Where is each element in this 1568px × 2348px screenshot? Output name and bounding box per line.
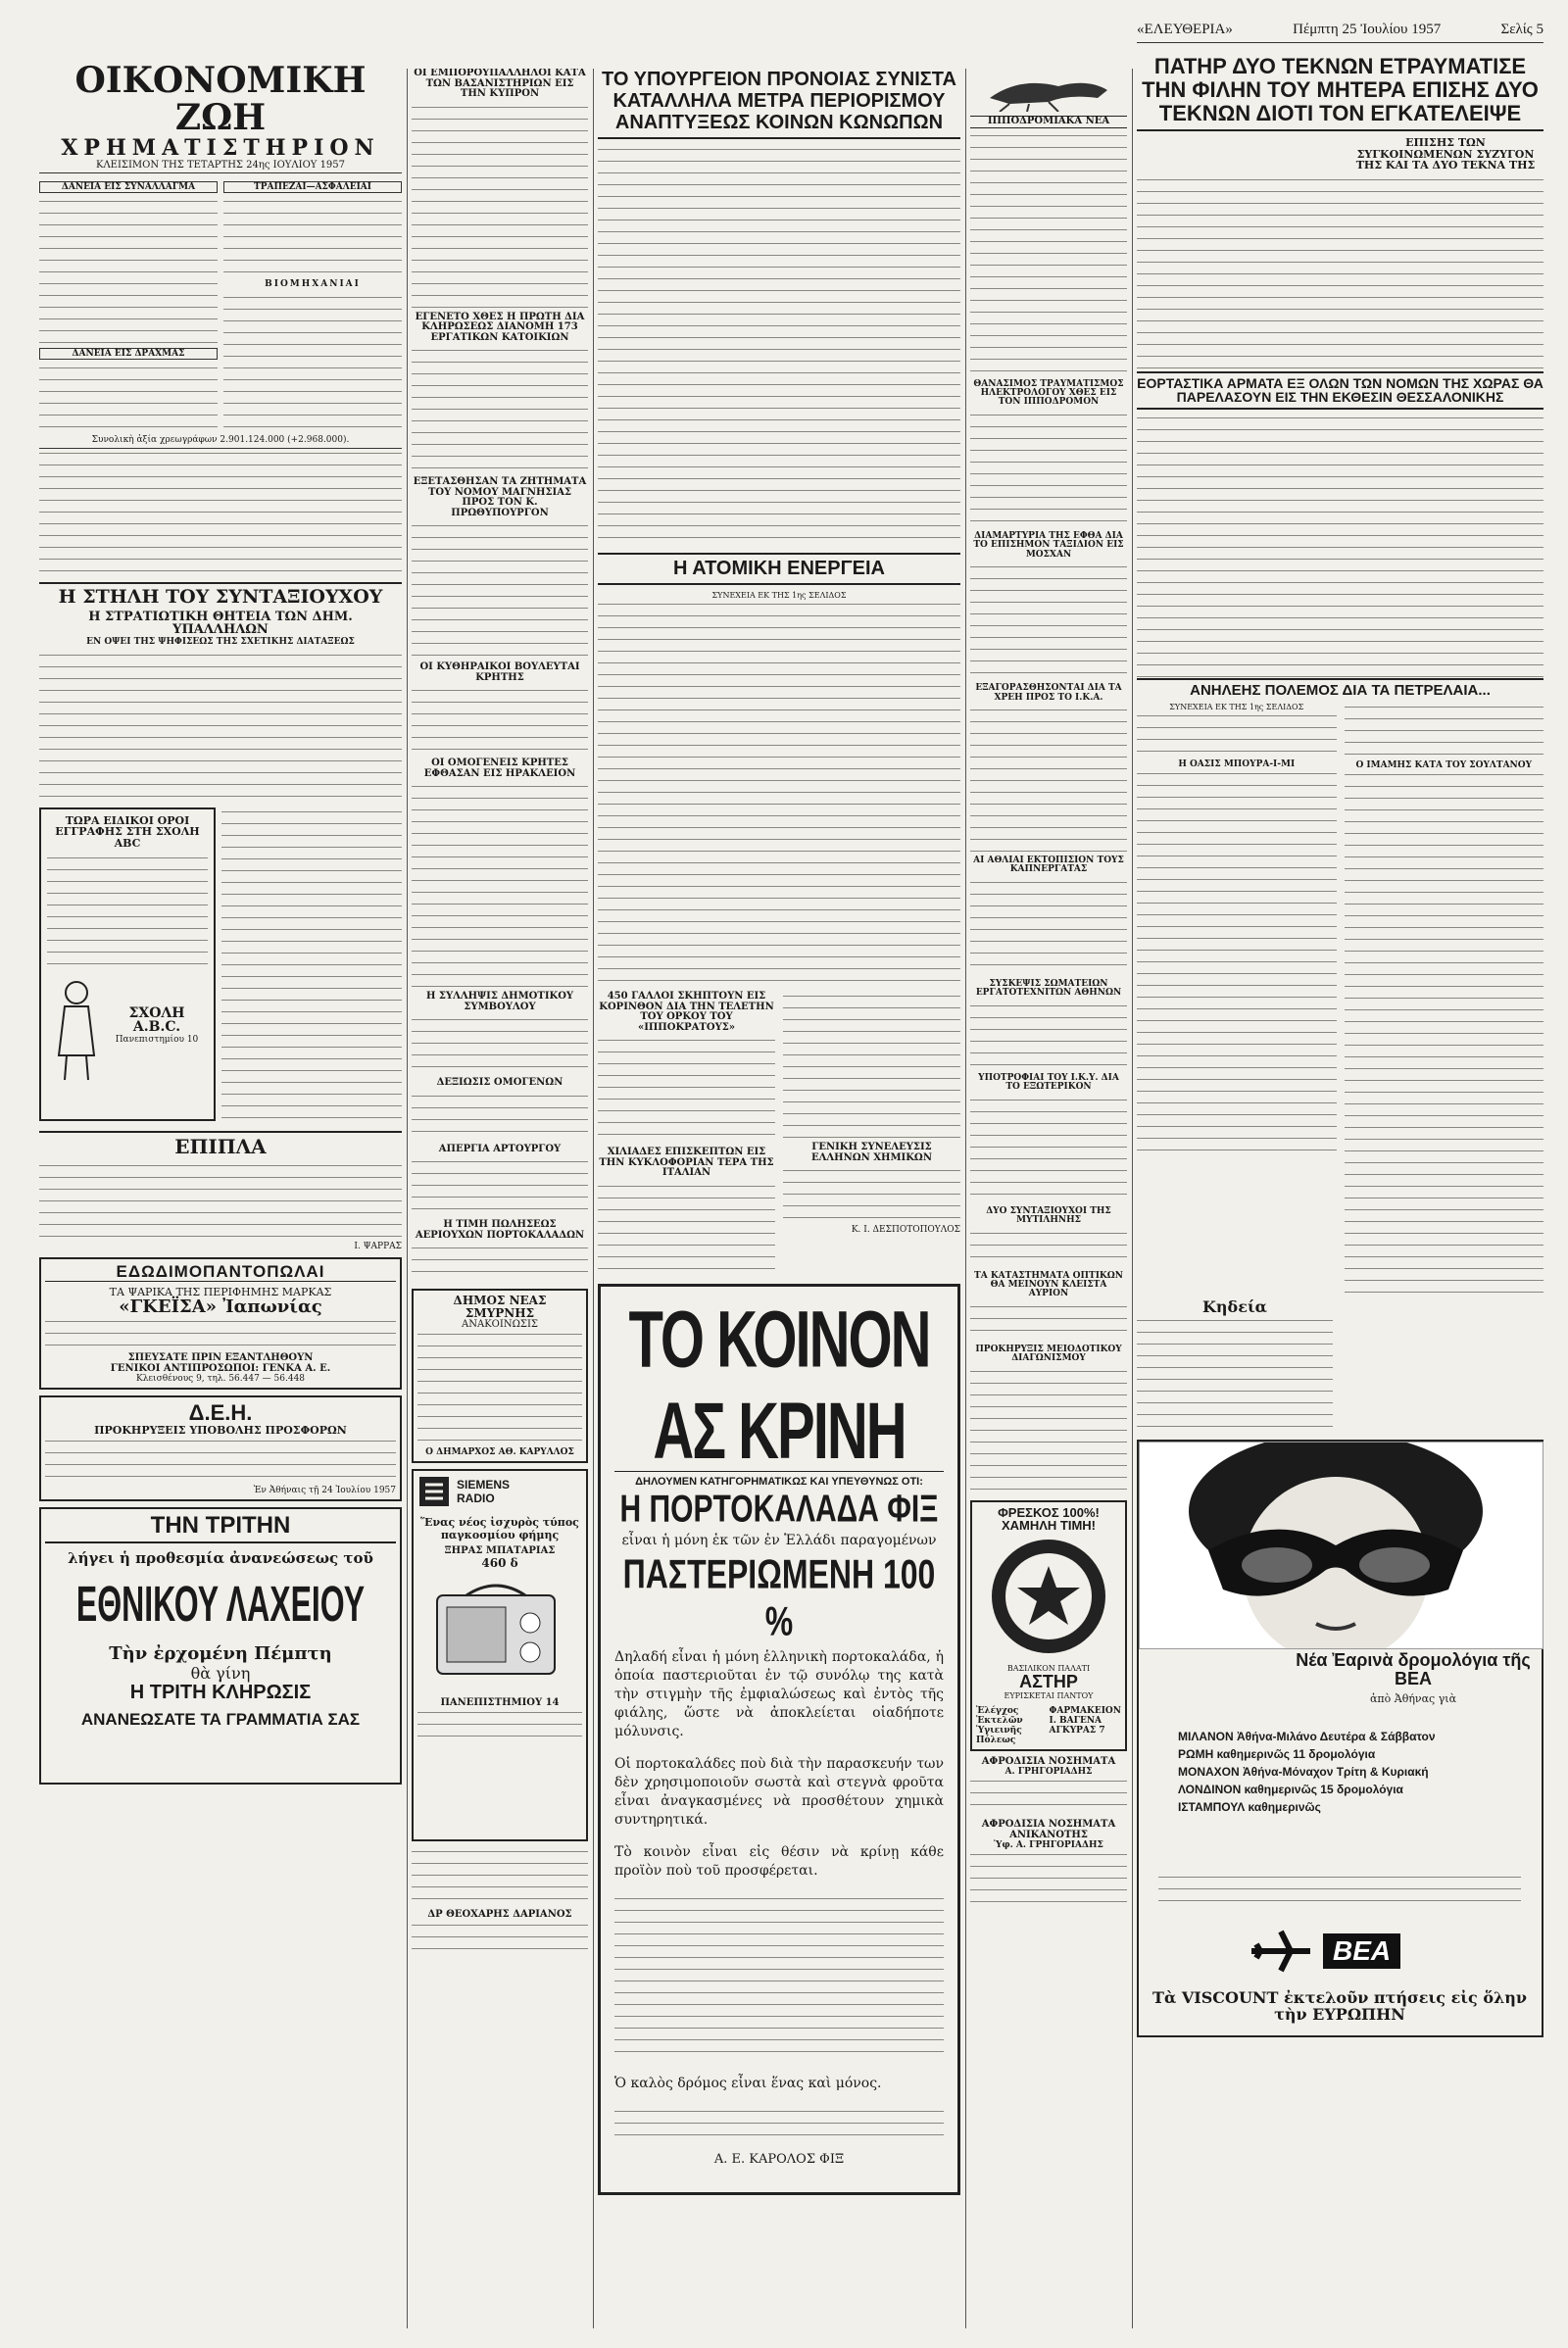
total-value: Συνολικὴ ἀξία χρεωγράφων 2.901.124.000 (+2.968.000). <box>91 434 350 445</box>
funeral-text <box>1137 1316 1333 1434</box>
article-body <box>970 563 1127 680</box>
school-name: ΣΧΟΛΗ A.B.C. <box>128 1004 185 1036</box>
banks-head: ΤΡΑΠΕΖΑΙ—ΑΣΦΑΛΕΙΑΙ <box>223 181 402 193</box>
bea-title: Νέα Ἐαρινὰ δρομολόγια τῆς BEA <box>1296 1650 1531 1688</box>
pension-headline: Η ΣΤΡΑΤΙΩΤΙΚΗ ΘΗΤΕΙΑ ΤΩΝ ΔΗΜ. ΥΠΑΛΛΗΛΩΝ <box>88 609 353 638</box>
paper-name: «ΕΛΕΥΘΕΡΙΑ» <box>1137 22 1233 37</box>
siemens-model: ΞΗΡΑΣ ΜΠΑΤΑΡΙΑΣ <box>444 1545 556 1557</box>
fx-loans-table <box>39 197 218 344</box>
article-body <box>598 1036 775 1144</box>
school-address: Πανεπιστημίου 10 <box>115 1034 199 1045</box>
article-body <box>598 1182 775 1270</box>
oil-war-sub1: Η ΟΑΣΙΣ ΜΠΟΥΡΑ-Ι-ΜΙ <box>1178 758 1296 769</box>
article-body <box>970 1229 1127 1268</box>
smyrna-subhead: ΑΝΑΚΟΙΝΩΣΙΣ <box>462 1319 538 1331</box>
aster-brand: ΑΣΤΗΡ <box>1019 1671 1078 1691</box>
headline: ΓΕΝΙΚΗ ΣΥΝΕΛΕΥΣΙΣ ΕΛΛΗΝΩΝ ΧΗΜΙΚΩΝ <box>811 1142 932 1163</box>
lottery-day: ΤΗΝ ΤΡΙΤΗΝ <box>45 1513 396 1543</box>
siemens-small-text <box>417 1708 582 1747</box>
headline: Η ΤΙΜΗ ΠΩΛΗΣΕΩΣ ΑΕΡΙΟΥΧΩΝ ΠΟΡΤΟΚΑΛΑΔΩΝ <box>415 1219 585 1241</box>
bea-small-text <box>1158 1873 1521 1912</box>
headline: ΤΑ ΚΑΤΑΣΤΗΜΑΤΑ ΟΠΤΙΚΩΝ ΘΑ ΜΕΙΝΟΥΝ ΚΛΕΙΣΤΑ ΑΥΡΙΟΝ <box>974 1270 1123 1299</box>
bea-route: ΙΣΤΑΜΠΟΥΛ καθημερινῶς <box>1178 1800 1321 1814</box>
main-headline-5: ΠΑΤΗΡ ΔΥΟ ΤΕΚΝΩΝ ΕΤΡΑΥΜΑΤΙΣΕ ΤΗΝ ΦΙΛΗΝ ΤΟΥ ΜΗΤΕΡΑ ΕΠΙΣΗΣ ΔΥΟ ΤΕΚΝΩΝ ΔΙΟΤΙ ΤΟΝ ΕΓΚΑΤΕΛΕΙΨΕ <box>1137 51 1544 131</box>
oil-war-headline: ΑΝΗΛΕΗΣ ΠΟΛΕΜΟΣ ΔΙΑ ΤΑ ΠΕΤΡΕΛΑΙΑ... <box>1137 678 1544 699</box>
atomic-banner <box>598 553 960 585</box>
main-headline: ΤΟ ΥΠΟΥΡΓΕΙΟΝ ΠΡΟΝΟΙΑΣ ΣΥΝΙΣΤΑ ΚΑΤΑΛΛΗΛΑ ΜΕΤΡΑ ΠΕΡΙΟΡΙΣΜΟΥ ΑΝΑΠΤΥΞΕΩΣ ΚΟΙΝΩΝ ΚΩΝΩΠΩΝ <box>598 69 960 139</box>
oil-war-sub2: Ο ΙΜΑΜΗΣ ΚΑΤΑ ΤΟΥ ΣΟΥΛΤΑΝΟΥ <box>1355 759 1533 770</box>
oil-war-continued: ΣΥΝΕΧΕΙΑ ΕΚ ΤΗΣ 1ης ΣΕΛΙΔΟΣ <box>1169 702 1304 711</box>
article-body <box>970 411 1127 528</box>
article-body <box>412 521 588 659</box>
aphr2-text <box>970 1850 1127 1909</box>
aster-brand-bottom: ΕΥΡΙΣΚΕΤΑΙ ΠΑΝΤΟΥ <box>1004 1690 1094 1700</box>
grocery-line1: ΤΑ ΨΑΡΙΚΑ ΤΗΣ ΠΕΡΙΦΗΜΗΣ ΜΑΡΚΑΣ <box>109 1285 332 1298</box>
lottery-line3: θὰ γίνη <box>190 1663 251 1683</box>
fix-ad-para3: Τὸ κοινὸν εἶναι εἰς θέσιν νὰ κρίνῃ κάθε προϊὸν ποὺ τοῦ προσφέρεται. <box>614 1843 944 1879</box>
school-side-text <box>221 807 402 1121</box>
aphr1-doctor: Α. ΓΡΗΓΟΡΙΑΔΗΣ <box>1004 1767 1093 1778</box>
aster-brand-top: ΒΑΣΙΛΙΚΟΝ ΠΑΛΑΤΙ <box>1006 1663 1091 1673</box>
aster-fresh: ΦΡΕΣΚΟΣ 100%! ΧΑΜΗΛΗ ΤΙΜΗ! <box>998 1504 1100 1534</box>
subheadline-5: ΕΠΙΣΗΣ ΤΩΝ ΣΥΓΚΟΙΝΩΜΕΝΩΝ ΣΥΖΥΓΟΝ ΤΗΣ ΚΑΙ ΤΑ ΔΥΟ ΤΕΚΝΑ ΤΗΣ <box>1355 136 1536 172</box>
grocery-line2: ΣΠΕΥΣΑΤΕ ΠΡΙΝ ΕΞΑΝΤΛΗΘΟΥΝ <box>127 1351 314 1363</box>
headline: ΠΡΟΚΗΡΥΞΙΣ ΜΕΙΟΔΟΤΙΚΟΥ ΔΙΑΓΩΝΙΣΜΟΥ <box>975 1344 1122 1364</box>
deh-date: Ἐν Ἀθήναις τῇ 24 Ἰουλίου 1957 <box>253 1485 396 1495</box>
smyrna-notice <box>412 1289 588 1463</box>
radio-illustration <box>417 1576 574 1693</box>
siemens-address: ΠΑΝΕΠΙΣΤΗΜΙΟΥ 14 <box>440 1697 560 1709</box>
headline: ΔΕΞΙΩΣΙΣ ΟΜΟΓΕΝΩΝ <box>436 1077 564 1088</box>
furniture-signature: Ι. ΨΑΡΡΑΣ <box>354 1241 402 1251</box>
article-body <box>1137 769 1337 1161</box>
fix-orangeade-ad <box>598 1284 960 2195</box>
drachma-loans-head: ΔΑΝΕΙΑ ΕΙΣ ΔΡΑΧΜΑΣ <box>39 348 218 360</box>
woman-sunglasses-illustration <box>1140 1443 1543 1648</box>
smyrna-head: ΔΗΜΟΣ ΝΕΑΣ ΣΜΥΡΝΗΣ <box>453 1294 547 1320</box>
grocery-head: ΕΔΩΔΙΜΟΠΑΝΤΟΠΩΛΑΙ <box>45 1263 396 1282</box>
column-rule <box>1132 69 1133 2328</box>
headline: ΘΑΝΑΣΙΜΟΣ ΤΡΑΥΜΑΤΙΣΜΟΣ ΗΛΕΚΤΡΟΛΟΓΟΥ ΧΘΕΣ ΕΙΣ ΤΟΝ ΙΠΠΟΔΡΟΜΟΝ <box>973 378 1124 408</box>
fix-ad-only: εἶναι ἡ μόνη ἐκ τῶν ἐν Ἑλλάδι παραγομένων <box>621 1532 937 1548</box>
headline: ΕΞΕΤΑΣΘΗΣΑΝ ΤΑ ΖΗΤΗΜΑΤΑ ΤΟΥ ΝΟΜΟΥ ΜΑΓΝΗΣΙΑΣ ΠΡΟΣ ΤΟΝ Κ. ΠΡΩΘΥΠΟΥΡΓΟΝ <box>413 476 587 518</box>
headline: ΣΥΣΚΕΨΙΣ ΣΩΜΑΤΕΙΩΝ ΕΡΓΑΤΟΤΕΧΝΙΤΩΝ ΑΘΗΝΩΝ <box>975 978 1122 999</box>
atomic-article-body <box>598 600 960 992</box>
furniture-head: ΕΠΙΠΛΑ <box>174 1134 267 1158</box>
fix-ad-title: ΤΟ ΚΟΙΝΟΝ ΑΣ ΚΡΙΝΗ <box>628 1295 930 1476</box>
bea-route: ΜΟΝΑΧΟΝ Ἀθήνα-Μόναχον Τρίτη & Κυριακή <box>1178 1765 1429 1779</box>
grocery-address: Κλεισθένους 9, τηλ. 56.447 — 56.448 <box>135 1373 306 1384</box>
bea-from: ἀπὸ Ἀθήνας γιὰ <box>1369 1691 1457 1705</box>
article-body <box>1345 703 1544 761</box>
lottery-line1: λήγει ἡ προθεσμία ἀνανεώσεως τοῦ <box>68 1548 373 1567</box>
headline: Η ΣΥΛΛΗΨΙΣ ΔΗΜΟΤΙΚΟΥ ΣΥΜΒΟΥΛΟΥ <box>425 991 574 1012</box>
column-rule <box>965 69 966 2328</box>
signature: Κ. Ι. ΔΕΣΠΟΤΟΠΟΥΛΟΣ <box>851 1225 960 1235</box>
fix-ad-body-text <box>614 1894 944 2061</box>
grocery-line3: ΓΕΝΙΚΟΙ ΑΝΤΙΠΡΟΣΩΠΟΙ: ΓΕΝΚΑ Α. Ε. <box>110 1362 331 1374</box>
fix-ad-para2: Οἱ πορτοκαλάδες ποὺ διὰ τὴν παρασκευήν των δὲν χρησιμοποιοῦν σωστὰ καὶ στεγνὰ φροῦτα εἶναι ἀναγκασμένες νὰ προσθέτουν χημικὰ συντηρητικά. <box>614 1755 944 1828</box>
page-number: Σελίς 5 <box>1500 22 1544 37</box>
article-body <box>1137 175 1544 371</box>
aster-check: Ἐλέγχος Ἐκτελῶν Ὑγιεινῆς Πόλεως <box>976 1705 1023 1745</box>
school-ad <box>39 807 216 1121</box>
headline: ΕΓΕΝΕΤΟ ΧΘΕΣ Η ΠΡΩΤΗ ΔΙΑ ΚΛΗΡΩΣΕΩΣ ΔΙΑΝΟΜΗ 173 ΕΡΓΑΤΙΚΩΝ ΚΑΤΟΙΚΙΩΝ <box>415 311 585 343</box>
atomic-headline: Η ΑΤΟΜΙΚΗ ΕΝΕΡΓΕΙΑ <box>673 558 885 579</box>
headline: ΕΞΑΓΟΡΑΣΘΗΣΟΝΤΑΙ ΔΙΑ ΤΑ ΧΡΕΗ ΠΡΟΣ ΤΟ Ι.Κ.Α. <box>975 683 1122 703</box>
article-body <box>970 1367 1127 1494</box>
festival-headline: ΕΟΡΤΑΣΤΙΚΑ ΑΡΜΑΤΑ ΕΞ ΟΛΩΝ ΤΩΝ ΝΟΜΩΝ ΤΗΣ ΧΩΡΑΣ ΘΑ ΠΑΡΕΛΑΣΟΥΝ ΕΙΣ ΤΗΝ ΕΚΘΕΣΙΝ ΘΕΣΣΑΛΟΝΙΚΗΣ <box>1137 371 1544 410</box>
aster-ad <box>970 1500 1127 1751</box>
grocery-ad <box>39 1257 402 1390</box>
column-news-2 <box>412 69 588 2328</box>
article-body <box>783 1166 960 1225</box>
lottery-line5: ΑΝΑΝΕΩΣΑΤΕ ΤΑ ΓΡΑΜΜΑΤΙΑ ΣΑΣ <box>80 1709 361 1729</box>
fix-ad-body-text <box>614 2107 944 2142</box>
article-body <box>970 1302 1127 1342</box>
headline: ΔΥΟ ΣΥΝΤΑΞΙΟΥΧΟΙ ΤΗΣ ΜΥΤΙΛΗΝΗΣ <box>986 1205 1111 1226</box>
fix-ad-pasteurized: ΠΑΣΤΕΡΙΩΜΕΝΗ 100 % <box>622 1550 936 1644</box>
aphr1-text <box>970 1777 1127 1816</box>
aphr2-doctor: Ὑφ. Α. ΓΡΗΓΟΡΙΑΔΗΣ <box>994 1840 1103 1851</box>
school-ad-head: ΤΩΡΑ ΕΙΔΙΚΟΙ ΟΡΟΙ ΕΓΓΡΑΦΗΣ ΣΤΗ ΣΧΟΛΗ ABC <box>55 813 200 850</box>
market-notes <box>39 448 402 576</box>
lottery-big: ΕΘΝΙΚΟΥ ΛΑΧΕΙΟΥ <box>75 1575 366 1633</box>
bea-bottom: Τὰ VISCOUNT ἐκτελοῦν πτήσεις εἰς ὅλην τὴν ΕΥΡΩΠΗΝ <box>1152 1988 1527 2024</box>
bea-photo <box>1139 1442 1544 1649</box>
lottery-ad <box>39 1507 402 1785</box>
column-main <box>598 69 960 2328</box>
industry-table <box>223 293 402 430</box>
bea-ad <box>1137 1440 1544 2037</box>
article-body <box>970 706 1127 853</box>
headline: ΧΙΛΙΑΔΕΣ ΕΠΙΣΚΕΠΤΩΝ ΕΙΣ ΤΗΝ ΚΥΚΛΟΦΟΡΙΑΝ ΤΕΡΑ ΤΗΣ ΙΤΑΛΙΑΝ <box>599 1147 774 1178</box>
exchange-subtitle: ΚΛΕΙΣΙΜΟΝ ΤΗΣ ΤΕΤΑΡΤΗΣ 24ης ΙΟΥΛΙΟΥ 1957 <box>39 160 402 173</box>
aster-pharmacy: ΦΑΡΜΑΚΕΙΟΝ Ι. ΒΑΓΕΝΑ ΑΓΚΥΡΑΣ 7 <box>1049 1705 1121 1736</box>
article-body <box>1137 711 1337 760</box>
bea-route: ΜΙΛΑΝΟΝ Ἀθήνα-Μιλάνο Δευτέρα & Σάββατον <box>1178 1730 1436 1743</box>
pension-article-body <box>39 651 402 798</box>
headline: ΔΙΑΜΑΡΤΥΡΙΑ ΤΗΣ ΕΦΘΑ ΔΙΑ ΤΟ ΕΠΙΣΗΜΟΝ ΤΑΞΙΔΙΟΝ ΕΙΣ ΜΟΣΧΑΝ <box>973 530 1124 560</box>
headline: ΑΙ ΑΘΛΙΑΙ ΕΚΤΟΠΙΣΙΟΝ ΤΟΥΣ ΚΑΠΝΕΡΓΑΤΑΣ <box>973 856 1124 875</box>
banks-table <box>223 197 402 275</box>
headline: ΟΙ ΚΥΘΗΡΑΙΚΟΙ ΒΟΥΛΕΥΤΑΙ ΚΡΗΤΗΣ <box>419 661 580 683</box>
page-header <box>1137 22 1544 43</box>
bea-logo-text: BEA <box>1323 1933 1400 1969</box>
siemens-radio: RADIO <box>457 1492 495 1506</box>
siemens-brand: SIEMENS <box>457 1478 511 1492</box>
article-body <box>783 992 960 1139</box>
pension-column-title: Η ΣΤΗΛΗ ΤΟΥ ΣΥΝΤΑΞΙΟΥΧΟΥ <box>39 582 402 608</box>
bea-routes <box>1178 1726 1531 1818</box>
fix-ad-para1: Δηλαδή εἶναι ἡ μόνη ἑλληνικὴ πορτοκαλάδα, ἡ ὁποία παστεριοῦται ἐν τῷ συνόλῳ της κατὰ τὴν στιγμὴν τῆς ἐμφιαλώσεως καὶ ἐντὸς τῆς φιάλης, ὥστε νὰ ἀποκλείεται οἱαδήποτε μόλυνσις. <box>614 1648 944 1739</box>
industry-head: ΒΙΟΜΗΧΑΝΙΑΙ <box>265 278 361 289</box>
deh-text <box>45 1437 396 1486</box>
racehorse-illustration <box>970 69 1127 112</box>
smyrna-text <box>417 1330 582 1447</box>
siemens-logo-icon <box>417 1475 451 1508</box>
fix-ad-brand: Η ΠΟΡΤΟΚΑΛΑΔΑ ΦΙΞ <box>619 1488 939 1531</box>
article-body <box>412 1847 588 1906</box>
headline: ΟΙ ΕΜΠΟΡΟΫΠΑΛΛΗΛΟΙ ΚΑΤΑ ΤΩΝ ΒΑΣΑΝΙΣΤΗΡΙΩΝ ΕΙΣ ΤΗΝ ΚΥΠΡΟΝ <box>414 69 586 99</box>
article-body <box>412 1092 588 1141</box>
article-body <box>412 1244 588 1283</box>
headline: ΑΠΕΡΓΙΑ ΑΡΤΟΥΡΓΟΥ <box>438 1143 562 1154</box>
lottery-line4: Η ΤΡΙΤΗ ΚΛΗΡΩΣΙΣ <box>129 1681 312 1703</box>
column-news-4 <box>970 69 1127 2328</box>
issue-date: Πέμπτη 25 Ἰουλίου 1957 <box>1293 22 1442 37</box>
hippo-results <box>970 131 1127 376</box>
article-body <box>970 1096 1127 1203</box>
article-body <box>412 103 588 309</box>
headline: ΥΠΟΤΡΟΦΙΑΙ ΤΟΥ Ι.Κ.Υ. ΔΙΑ ΤΟ ΕΞΩΤΕΡΙΚΟΝ <box>978 1072 1119 1093</box>
headline: 450 ΓΑΛΛΟΙ ΣΚΗΠΤΟΥΝ ΕΙΣ ΚΟΡΙΝΘΟΝ ΔΙΑ ΤΗΝ ΤΕΛΕΤΗΝ ΤΟΥ ΟΡΚΟΥ ΤΟΥ «ΙΠΠΟΚΡΑΤΟΥΣ» <box>599 991 774 1033</box>
column-news-5 <box>1137 51 1544 2328</box>
article-body <box>1137 414 1544 678</box>
exchange-title: ΧΡΗΜΑΤΙΣΤΗΡΙΟΝ <box>61 134 380 161</box>
article-body <box>1345 770 1544 1299</box>
deh-head: Δ.Ε.Η. <box>188 1399 253 1425</box>
pension-subhead: ΕΝ ΟΨΕΙ ΤΗΣ ΨΗΦΙΣΕΩΣ ΤΗΣ ΣΧΕΤΙΚΗΣ ΔΙΑΤΑΞΕΩΣ <box>86 636 355 647</box>
article-body <box>412 782 588 988</box>
fx-loans-head: ΔΑΝΕΙΑ ΕΙΣ ΣΥΝΑΛΛΑΓΜΑ <box>39 181 218 193</box>
bea-logo <box>1247 1922 1443 1981</box>
grocery-brand: «ΓΚΕΪΣΑ» Ἰαπωνίας <box>119 1296 322 1317</box>
aphr1-head: ΑΦΡΟΔΙΣΙΑ ΝΟΣΗΜΑΤΑ <box>981 1755 1116 1767</box>
market-tables <box>39 177 402 432</box>
lottery-line2: Τὴν ἐρχομένη Πέμπτη <box>109 1642 332 1664</box>
funeral-head: Κηδεία <box>1202 1297 1267 1317</box>
fix-ad-signature: Α. Ε. ΚΑΡΟΛΟΣ ΦΙΞ <box>713 2151 845 2167</box>
furniture-text <box>39 1161 402 1242</box>
drachma-loans-table <box>39 364 218 432</box>
grocery-text <box>45 1317 396 1352</box>
column-rule <box>407 69 408 2328</box>
aphr2-head: ΑΦΡΟΔΙΣΙΑ ΝΟΣΗΜΑΤΑ ΑΝΙΚΑΝΟΤΗΣ <box>981 1819 1116 1840</box>
siemens-price: 460 δ <box>481 1556 518 1571</box>
bea-route: ΛΟΝΔΙΝΟΝ καθημερινῶς 15 δρομολόγια <box>1178 1783 1403 1796</box>
deh-notice <box>39 1395 402 1501</box>
siemens-ad <box>412 1469 588 1841</box>
aster-logo <box>976 1533 1121 1660</box>
column-rule <box>593 69 594 2328</box>
headline: ΟΙ ΟΜΟΓΕΝΕΙΣ ΚΡΗΤΕΣ ΕΦΘΑΣΑΝ ΕΙΣ ΗΡΑΚΛΕΙΟΝ <box>423 758 576 779</box>
economy-title: ΟΙΚΟΝΟΜΙΚΗ ΖΩΗ <box>74 60 367 138</box>
siemens-text: Ἕνας νέος ἰσχυρὸς τύπος παγκοσμίου φήμης <box>420 1516 579 1542</box>
student-illustration <box>47 977 106 1085</box>
article-body <box>412 1015 588 1074</box>
atomic-continued: ΣΥΝΕΧΕΙΑ ΕΚ ΤΗΣ 1ης ΣΕΛΙΔΟΣ <box>711 591 847 600</box>
hippo-head: ΙΠΠΟΔΡΟΜΙΑΚΑ ΝΕΑ <box>970 116 1127 128</box>
article-body <box>970 1002 1127 1070</box>
fix-ad-declaration: ΔΗΛΟΥΜΕΝ ΚΑΤΗΓΟΡΗΜΑΤΙΚΩΣ ΚΑΙ ΥΠΕΥΘΥΝΩΣ ΟΤΙ: <box>614 1471 944 1488</box>
school-ad-text <box>47 854 208 971</box>
article-body <box>970 878 1127 976</box>
column-economy <box>39 59 402 2328</box>
article-body <box>412 346 588 473</box>
airplane-icon <box>1247 1927 1315 1976</box>
doctor-text <box>412 1921 588 1960</box>
main-article-body <box>598 145 960 547</box>
article-body <box>412 686 588 755</box>
doctor-name: ΔΡ ΘΕΟΧΑΡΗΣ ΔΑΡΙΑΝΟΣ <box>427 1909 572 1921</box>
deh-subhead: ΠΡΟΚΗΡΥΞΕΙΣ ΥΠΟΒΟΛΗΣ ΠΡΟΣΦΟΡΩΝ <box>94 1423 347 1437</box>
smyrna-signature: Ο ΔΗΜΑΡΧΟΣ ΑΘ. ΚΑΡΥΛΛΟΣ <box>425 1447 574 1458</box>
bea-route: ΡΩΜΗ καθημερινῶς 11 δρομολόγια <box>1178 1747 1376 1761</box>
article-body <box>412 1157 588 1216</box>
fix-ad-para4: Ὁ καλὸς δρόμος εἶναι ἕνας καὶ μόνος. <box>614 2075 882 2091</box>
